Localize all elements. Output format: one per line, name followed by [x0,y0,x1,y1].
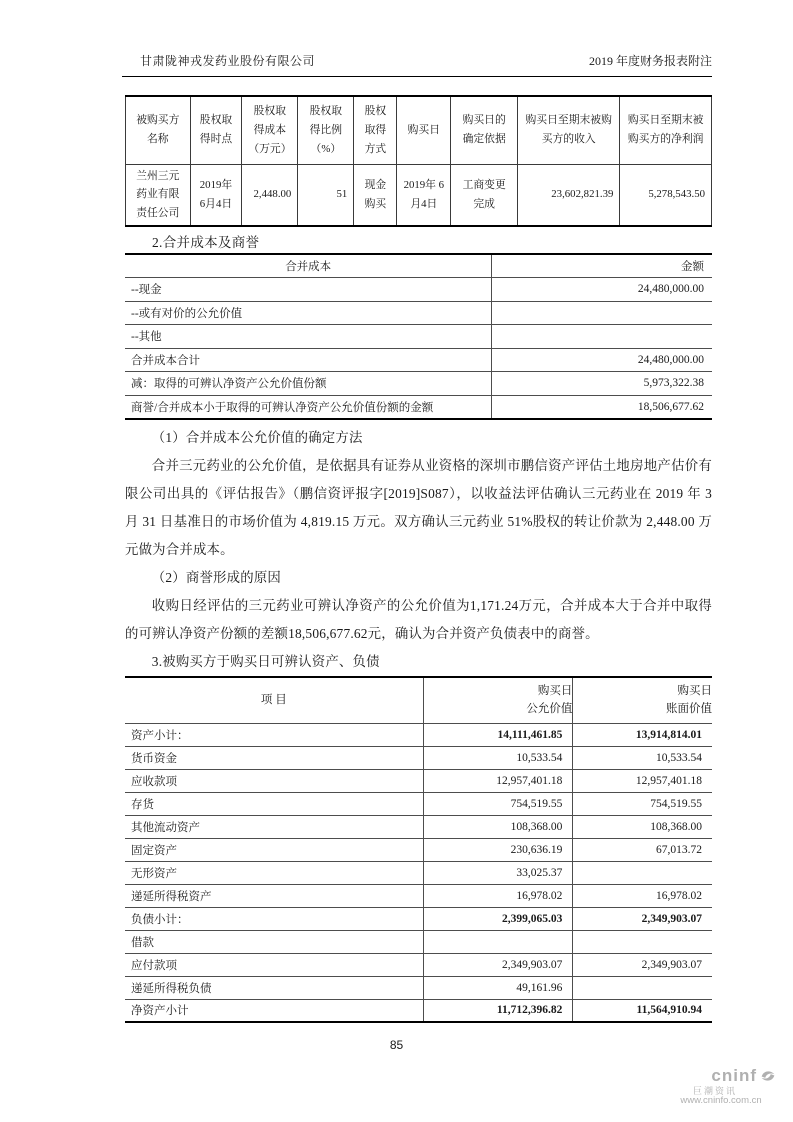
row-value: 18,506,677.62 [492,395,712,419]
book-value: 10,533.54 [573,746,712,769]
acquiree-revenue: 23,602,821.39 [518,164,620,226]
table-row [125,815,712,838]
col-header-item: 项 目 [125,677,423,723]
row-label: 无形资产 [125,861,423,884]
col-header-book-value [573,677,712,723]
table-row [125,325,712,349]
row-value: 24,480,000.00 [492,348,712,372]
table-row [125,348,712,372]
book-value [573,930,712,953]
table-row [125,746,712,769]
identifiable-assets-table [125,676,712,1023]
row-label: 合并成本合计 [125,348,492,372]
table-header-row [126,96,712,164]
narrative-text [125,424,712,676]
section-title-identifiable-assets: 3.被购买方于购买日可辨认资产、负债 [151,654,380,669]
subsection-title: （2）商誉形成的原因 [151,570,282,585]
acquisition-cost: 2,448.00 [242,164,298,226]
purchase-date: 2019年 6月4日 [397,164,451,226]
row-label: 借款 [125,930,423,953]
cninfo-url: www.cninfo.com.cn [680,1094,762,1106]
row-value [492,325,712,349]
page-number: 85 [389,1038,404,1052]
row-label: 存货 [125,792,423,815]
col-header: 购买日 [397,96,451,164]
fair-value: 33,025.37 [423,861,573,884]
row-label: --现金 [125,278,492,302]
book-value: 2,349,903.07 [573,953,712,976]
table-row [125,930,712,953]
table-row [125,976,712,999]
row-label: 应付款项 [125,953,423,976]
fair-value: 10,533.54 [423,746,573,769]
table-row [125,301,712,325]
col-header: 股权取得方式 [354,96,397,164]
book-value: 11,564,910.94 [573,999,712,1022]
row-label: 递延所得税负债 [125,976,423,999]
col-header: 合并成本 [125,254,492,278]
cninfo-logo [661,1066,781,1107]
acquiree-name: 兰州三元药业有限责任公司 [126,164,191,226]
table-row [125,769,712,792]
col-header: 被购买方名称 [126,96,191,164]
col-header: 股权取得比例（%） [298,96,354,164]
table-row-net-assets-subtotal [125,999,712,1022]
purchase-date-basis: 工商变更 完成 [451,164,518,226]
header-line: 账面价值 [666,703,712,716]
fair-value: 2,399,065.03 [423,907,573,930]
equity-ratio: 51 [298,164,354,226]
acquisition-time: 2019年 6月4日 [190,164,242,226]
fair-value: 108,368.00 [423,815,573,838]
fair-value: 2,349,903.07 [423,953,573,976]
table-row [126,164,712,226]
cninfo-swirl-icon [759,1067,777,1085]
subsection-title: （1）合并成本公允价值的确定方法 [151,430,363,445]
row-label: 固定资产 [125,838,423,861]
paragraph-fair-value-method: 合并三元药业的公允价值，是依据具有证券从业资格的深圳市鹏信资产评估土地房地产估价有限公司出具的《评估报告》（鹏信资评报字[2019]S087），以收益法评估确认三元药业在 2019 年 3 月 31 日基准日的市场价值为 4,819.15 万元。双方确认三元药业 51%股权的转让价款为 2,448.00 万元做为合并成本。 [125,458,712,557]
col-header: 购买日至期末被购买方的净利润 [620,96,712,164]
acquisition-summary-table [125,95,712,227]
row-label: 递延所得税资产 [125,884,423,907]
header-report-title: 2019 年度财务报表附注 [588,54,712,68]
col-header: 金额 [492,254,712,278]
fair-value: 14,111,461.85 [423,723,573,746]
paragraph-goodwill-reason: 收购日经评估的三元药业可辨认净资产的公允价值为1,171.24万元，合并成本大于合并中取得的可辨认净资产份额的差额18,506,677.62元，确认为合并资产负债表中的商誉。 [125,598,712,641]
cninfo-chinese-name: 巨潮资讯 [692,1085,737,1096]
section-title-cost-goodwill: 2.合并成本及商誉 [152,235,260,250]
fair-value: 11,712,396.82 [423,999,573,1022]
header-line: 购买日 [677,684,712,697]
table-header-row [125,677,712,723]
document-header [122,52,712,77]
header-line: 购买日 [537,684,573,697]
col-header: 购买日的确定依据 [451,96,518,164]
table-row-liabilities-subtotal [125,907,712,930]
table-row [125,372,712,396]
row-value: 5,973,322.38 [492,372,712,396]
header-line: 公允价值 [526,703,573,716]
fair-value: 49,161.96 [423,976,573,999]
col-header: 购买日至期末被购买方的收入 [518,96,620,164]
table-row [125,792,712,815]
row-value: 24,480,000.00 [492,278,712,302]
row-label: 资产小计： [125,723,423,746]
table-header-row [125,254,712,278]
row-label: 其他流动资产 [125,815,423,838]
row-label: 减：取得的可辨认净资产公允价值份额 [125,372,492,396]
acquisition-method: 现金 购买 [354,164,397,226]
table-row [125,861,712,884]
col-header-fair-value [423,677,573,723]
row-label: 净资产小计 [131,1005,189,1018]
fair-value: 12,957,401.18 [423,769,573,792]
row-label: 应收款项 [125,769,423,792]
row-label: 商誉/合并成本小于取得的可辨认净资产公允价值份额的金额 [131,401,434,414]
book-value: 13,914,814.01 [573,723,712,746]
book-value: 2,349,903.07 [573,907,712,930]
table-row [125,278,712,302]
header-company-name: 甘肃陇神戎发药业股份有限公司 [140,54,316,68]
row-label: --或有对价的公允价值 [125,301,492,325]
book-value: 12,957,401.18 [573,769,712,792]
book-value [573,976,712,999]
table-row-assets-subtotal [125,723,712,746]
row-label: 货币资金 [125,746,423,769]
book-value: 67,013.72 [573,838,712,861]
fair-value: 230,636.19 [423,838,573,861]
table-row [125,838,712,861]
fair-value: 754,519.55 [423,792,573,815]
book-value: 108,368.00 [573,815,712,838]
book-value: 754,519.55 [573,792,712,815]
col-header: 股权取得时点 [190,96,242,164]
acquiree-net-profit: 5,278,543.50 [620,164,712,226]
fair-value: 16,978.02 [423,884,573,907]
book-value [573,861,712,884]
table-row [125,395,712,419]
book-value: 16,978.02 [573,884,712,907]
row-label: 负债小计： [125,907,423,930]
row-value [492,301,712,325]
table-row [125,953,712,976]
row-label: --其他 [125,325,492,349]
fair-value [423,930,573,953]
table-row [125,884,712,907]
cninfo-brand: cninf [711,1066,757,1085]
cost-goodwill-table [125,253,712,420]
col-header: 股权取得成本（万元） [242,96,298,164]
